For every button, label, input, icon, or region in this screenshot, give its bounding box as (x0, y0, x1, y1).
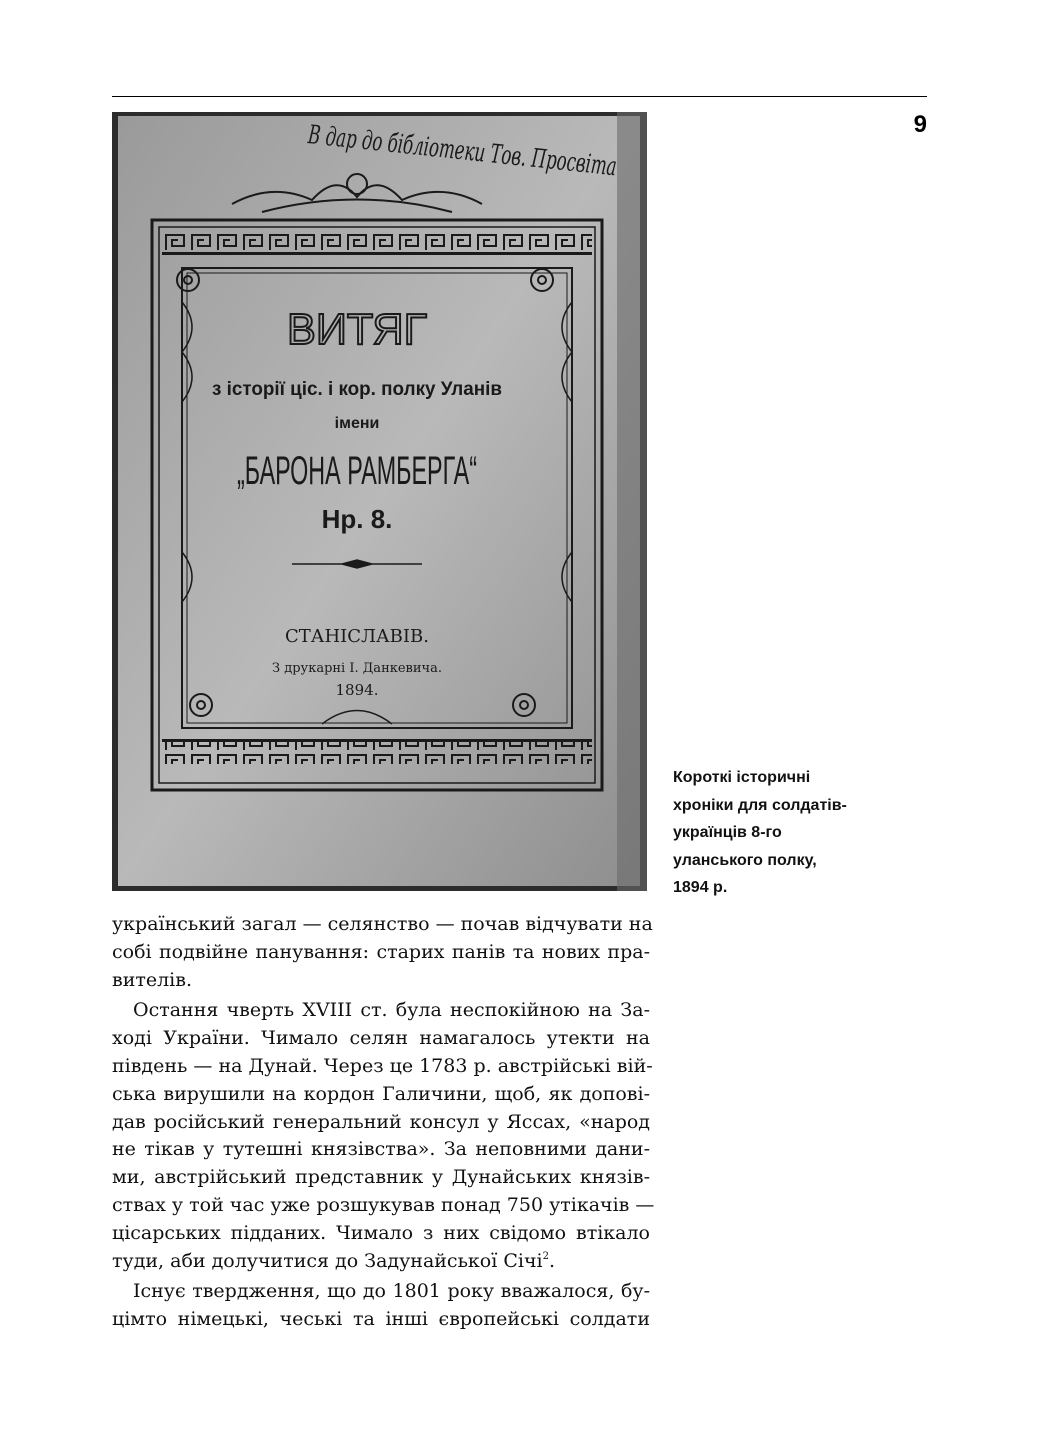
meander-band-top (162, 230, 592, 252)
text-line: не тікав у тутешні князівства». За неповними дани- (112, 1138, 650, 1161)
text-line: ствах у той час уже розшукував понад 750 утікачів — (112, 1193, 655, 1216)
cover-printer: З друкарні І. Данкевича. (271, 661, 443, 676)
text-line: ська вирушили на кордон Галичини, щоб, як допові- (112, 1082, 650, 1105)
body-text (112, 911, 655, 1337)
cover-title: ВИТЯГ (287, 305, 428, 354)
caption-line: 1894 р. (673, 879, 728, 896)
text-line: цімто німецькі, чеські та інші європейські солдати (112, 1308, 650, 1331)
text-line: вителів. (112, 968, 192, 991)
text-line-end: . (548, 1249, 556, 1272)
text-line: дав російський генеральний консул у Яссах, «народ (112, 1110, 650, 1133)
text-line: цісарських підданих. Чимало з них свідомо втікало (112, 1221, 650, 1244)
text-line: український загал — селянство — почав відчувати на (112, 913, 653, 935)
text-line: Остання чверть XVIII ст. була неспокійною на За- (133, 999, 650, 1022)
caption-line: хроніки для солдатів- (673, 796, 847, 814)
paragraph-3 (112, 1278, 650, 1334)
text-line: ході України. Чимало селян намагалось утекти на (112, 1027, 650, 1050)
figure-caption (673, 764, 913, 902)
caption-line: уланського полку, (673, 851, 817, 869)
cover-imeny: імени (334, 415, 380, 432)
caption-line: українців 8-го (673, 824, 782, 841)
page-number: 9 (913, 111, 927, 138)
text-line: собі подвійне панування: старих панів та нових пра- (112, 940, 650, 963)
text-line (112, 1248, 650, 1276)
cover-baron-name: „БАРОНА РАМБЕРГА“ (237, 449, 477, 493)
paragraph-2 (112, 997, 655, 1275)
paragraph-1 (112, 911, 653, 994)
text-line: південь — на Дунай. Через це 1783 р. австрійські вій- (112, 1054, 653, 1077)
cover-number: Нр. 8. (321, 504, 393, 534)
cover-place: СТАНІСЛАВІВ. (285, 626, 429, 647)
text-line: ми, австрійський представник у Дунайських князів- (112, 1166, 650, 1189)
meander-band-bottom (162, 742, 592, 764)
footnote-marker[interactable]: 2 (542, 1250, 549, 1262)
cover-year: 1894. (335, 681, 379, 699)
cover-subtitle: з історії ціс. і кор. полку Уланів (212, 379, 502, 400)
text-line: Існує твердження, що до 1801 року вважалося, бу- (133, 1280, 650, 1303)
header-rule (112, 96, 927, 97)
text-line-content: туди, аби долучитися до Задунайської Січі (112, 1249, 543, 1272)
handwritten-dedication: В дар до бібліотеки Тов. Просвіта (306, 120, 791, 201)
caption-line: Короткі історичні (673, 769, 811, 786)
